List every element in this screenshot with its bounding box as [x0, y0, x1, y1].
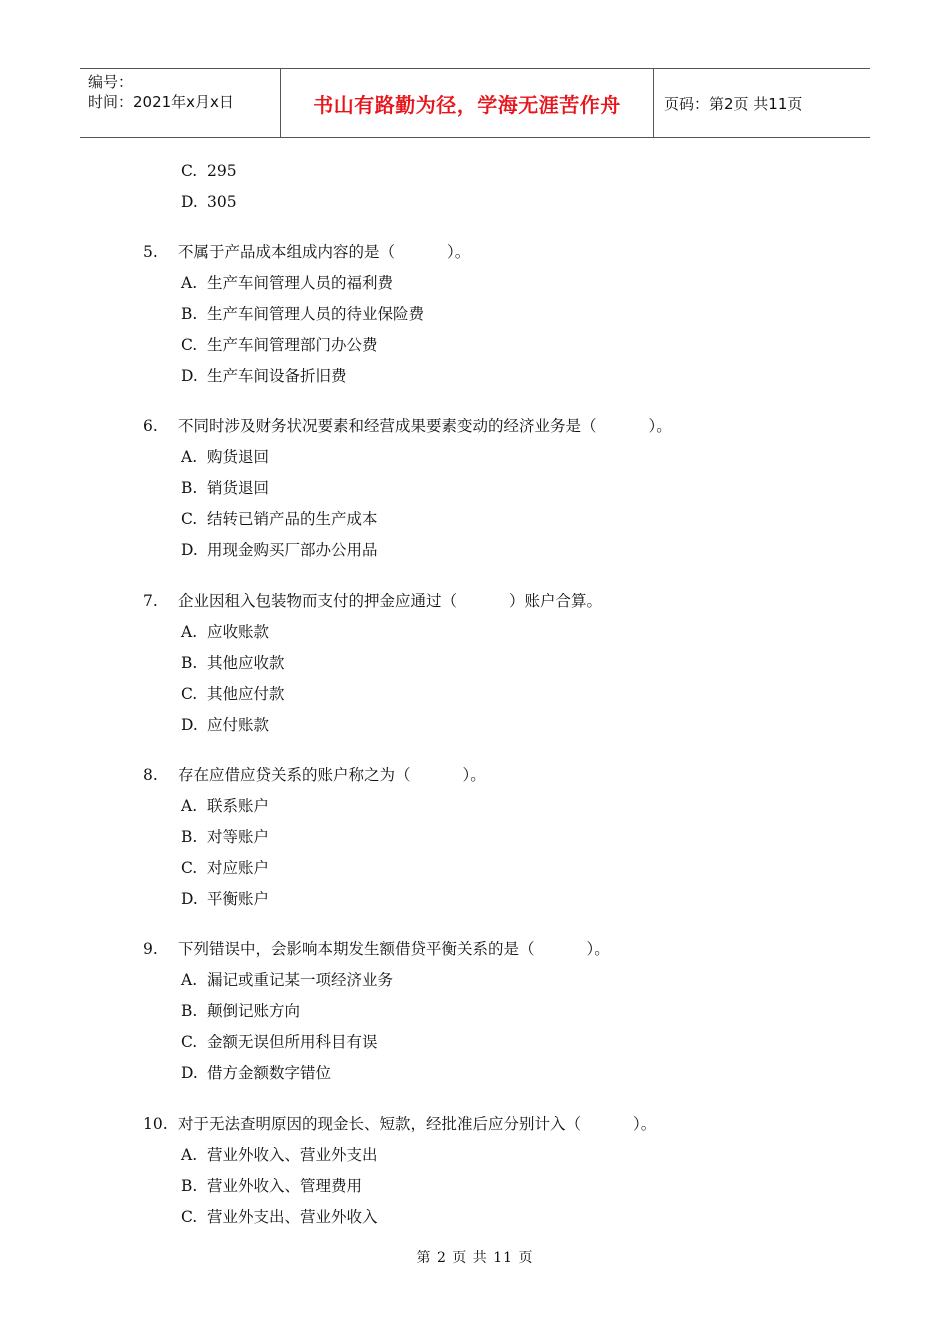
option-item: [181, 715, 269, 735]
option-text: 金额无误但所用科目有误: [207, 1033, 378, 1051]
option-item: [181, 161, 237, 181]
option-item: [181, 304, 424, 324]
question-text: 存在应借应贷关系的账户称之为（: [178, 766, 411, 784]
option-item: [181, 653, 285, 673]
option-text: 平衡账户: [207, 890, 270, 908]
option-text: 305: [207, 193, 237, 211]
option-text: 联系账户: [207, 797, 270, 815]
question-text: 不属于产品成本组成内容的是（: [178, 243, 396, 261]
option-letter: B.: [181, 305, 198, 323]
question-number: 6.: [143, 417, 158, 435]
option-letter: D.: [181, 541, 198, 559]
option-letter: B.: [181, 1002, 198, 1020]
question-text-end: ）账户合算。: [509, 592, 603, 610]
option-item: [181, 858, 269, 878]
option-text: 营业外支出、营业外收入: [207, 1208, 378, 1226]
option-item: [181, 796, 269, 816]
option-letter: A.: [181, 971, 198, 989]
question-stem: [143, 939, 610, 959]
question-text-end: ）。: [586, 940, 610, 958]
option-text: 生产车间设备折旧费: [207, 367, 347, 385]
question-text-end: ）。: [648, 417, 672, 435]
option-item: [181, 1032, 378, 1052]
option-letter: B.: [181, 828, 198, 846]
option-text: 295: [207, 162, 237, 180]
option-item: [181, 1001, 300, 1021]
option-text: 其他应收款: [207, 654, 285, 672]
option-letter: D.: [181, 716, 198, 734]
option-text: 其他应付款: [207, 685, 285, 703]
option-text: 生产车间管理人员的福利费: [207, 274, 394, 292]
option-item: [181, 447, 269, 467]
motto: 书山有路勤为径，学海无涯苦作舟: [313, 92, 621, 117]
header-page-info-cell: [654, 69, 870, 137]
option-letter: C.: [181, 510, 198, 528]
date-label: 时间：2021年x月x日: [88, 93, 234, 111]
option-text: 用现金购买厂部办公用品: [207, 541, 378, 559]
option-letter: D.: [181, 1064, 198, 1082]
option-item: [181, 827, 269, 847]
option-item: [181, 970, 393, 990]
option-item: [181, 1063, 331, 1083]
option-letter: C.: [181, 1208, 198, 1226]
question-text: 对于无法查明原因的现金长、短款，经批准后应分别计入（: [178, 1115, 582, 1133]
option-text: 借方金额数字错位: [207, 1064, 332, 1082]
option-letter: D.: [181, 890, 198, 908]
option-text: 对等账户: [207, 828, 270, 846]
question-number: 10.: [143, 1115, 168, 1133]
option-item: [181, 1145, 378, 1165]
question-number: 9.: [143, 940, 158, 958]
option-letter: C.: [181, 336, 198, 354]
option-letter: B.: [181, 1177, 198, 1195]
question-text-end: ）。: [633, 1115, 657, 1133]
option-item: [181, 684, 285, 704]
number-label: 编号：: [88, 73, 134, 91]
question-text: 企业因租入包装物而支付的押金应通过（: [178, 592, 458, 610]
option-text: 营业外收入、营业外支出: [207, 1146, 378, 1164]
question-stem: [143, 242, 470, 262]
option-item: [181, 335, 378, 355]
option-letter: A.: [181, 797, 198, 815]
question-text-end: ）。: [462, 766, 486, 784]
question-text-end: ）。: [447, 243, 471, 261]
header-motto-cell: [281, 69, 654, 137]
option-text: 生产车间管理人员的待业保险费: [207, 305, 425, 323]
question-number: 5.: [143, 243, 158, 261]
option-item: [181, 889, 269, 909]
option-letter: A.: [181, 623, 198, 641]
option-item: [181, 1176, 362, 1196]
header-meta: [80, 69, 281, 137]
page-info: 页码：第2页 共11页: [664, 94, 803, 113]
option-text: 生产车间管理部门办公费: [207, 336, 378, 354]
question-stem: [143, 1114, 656, 1134]
option-letter: A.: [181, 1146, 198, 1164]
option-text: 对应账户: [207, 859, 270, 877]
question-stem: [143, 591, 602, 611]
question-stem: [143, 765, 486, 785]
option-text: 应付账款: [207, 716, 270, 734]
option-text: 应收账款: [207, 623, 270, 641]
option-letter: A.: [181, 448, 198, 466]
question-text: 下列错误中，会影响本期发生额借贷平衡关系的是（: [178, 940, 535, 958]
option-item: [181, 192, 237, 212]
page-header: [80, 68, 870, 138]
option-item: [181, 540, 378, 560]
option-item: [181, 1207, 378, 1227]
page-footer: 第 2 页 共 11 页: [416, 1250, 534, 1266]
option-letter: C.: [181, 859, 198, 877]
option-letter: B.: [181, 479, 198, 497]
option-item: [181, 478, 269, 498]
option-text: 销货退回: [207, 479, 270, 497]
option-letter: C.: [181, 162, 198, 180]
option-text: 颠倒记账方向: [207, 1002, 301, 1020]
option-text: 购货退回: [207, 448, 270, 466]
option-letter: D.: [181, 193, 198, 211]
option-item: [181, 622, 269, 642]
option-item: [181, 273, 393, 293]
question-number: 8.: [143, 766, 158, 784]
option-item: [181, 366, 347, 386]
option-item: [181, 509, 378, 529]
option-text: 漏记或重记某一项经济业务: [207, 971, 394, 989]
option-letter: A.: [181, 274, 198, 292]
option-letter: C.: [181, 1033, 198, 1051]
question-stem: [143, 416, 672, 436]
option-letter: C.: [181, 685, 198, 703]
option-text: 营业外收入、管理费用: [207, 1177, 363, 1195]
option-letter: D.: [181, 367, 198, 385]
option-letter: B.: [181, 654, 198, 672]
question-number: 7.: [143, 592, 158, 610]
option-text: 结转已销产品的生产成本: [207, 510, 378, 528]
question-text: 不同时涉及财务状况要素和经营成果要素变动的经济业务是（: [178, 417, 597, 435]
